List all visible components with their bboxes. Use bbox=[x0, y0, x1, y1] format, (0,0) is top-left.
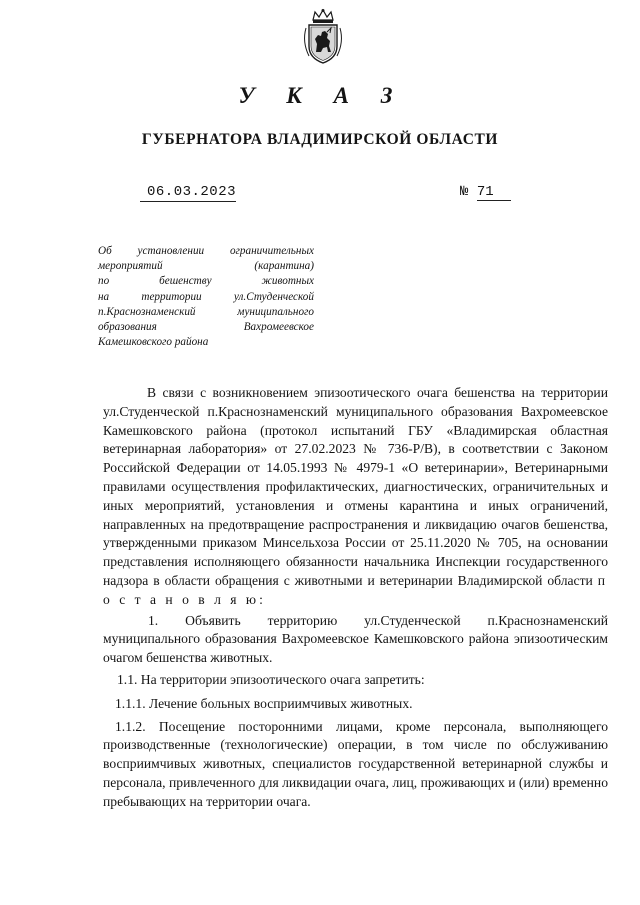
subject-line: п.Краснознаменский муниципального bbox=[98, 305, 314, 318]
decree-word: п о с т а н о в л я ю: bbox=[103, 572, 608, 607]
decree-body bbox=[103, 384, 608, 812]
issuer-heading: ГУБЕРНАТОРА ВЛАДИМИРСКОЙ ОБЛАСТИ bbox=[141, 131, 499, 148]
preamble-paragraph bbox=[103, 384, 608, 610]
preamble-text: В связи с возникновением эпизоотического очага бешенства на территории ул.Студенческой п.Краснознаменский муниципального образования Вахромеевское Камешковского района (протокол испытаний ГБУ «Владимирская областная ветеринарная лаборатория» от 27.02.2023 № 736-Р/В), в соответствии с Законом Российской Федерации от 14.05.1993 № 4979-1 «О ветеринарии», Ветеринарными правилами осуществления профилактических, диагностических, ограничительных и иных мероприятий, установления и отмены карантина и иных ограничений, направленных на предотвращение распространения и ликвидацию очагов бешенства, утвержденными приказом Минсельхоза России от 25.11.2020 № 705, на основании представления исполняющего обязанности начальника Инспекции государственного надзора в области обращения с животными и ветеринарии Владимирской области bbox=[103, 385, 608, 588]
item-1-1: 1.1. На территории эпизоотического очага запретить: bbox=[117, 671, 425, 687]
subject-line: мероприятий (карантина) bbox=[98, 260, 314, 273]
subject-line: на территории ул.Студенческой bbox=[98, 290, 314, 303]
decree-date: 06.03.2023 bbox=[140, 184, 236, 202]
subject-line: Камешковского района bbox=[98, 336, 209, 349]
subject-line: Об установлении ограничительных bbox=[98, 245, 314, 257]
subject-line: образования Вахромеевское bbox=[98, 321, 314, 334]
decree-title: У К А З bbox=[238, 83, 406, 108]
item-1-1-2: 1.1.2. Посещение посторонними лицами, кроме персонала, выполняющего производственные (технологические) операции, в том числе по обслуживанию восприимчивых животных, специалистов государственной ветеринарной службы и персонала, привлеченного для ликвидации очага, лиц, проживающих и (или) временно пребывающих на территории очага. bbox=[103, 718, 608, 809]
subject-line: по бешенству животных bbox=[98, 275, 314, 288]
number-value: 71 bbox=[477, 184, 511, 201]
decree-subject bbox=[98, 244, 314, 350]
item-1: 1. Объявить территорию ул.Студенческой п.Краснознаменский муниципального образования Вахромеевское Камешковского района эпизоотическим очагом бешенства животных. bbox=[103, 612, 608, 666]
decree-number bbox=[460, 184, 512, 201]
number-prefix: № bbox=[460, 184, 469, 200]
item-1-1-1: 1.1.1. Лечение больных восприимчивых животных. bbox=[115, 695, 413, 711]
coat-of-arms-icon bbox=[301, 8, 345, 66]
